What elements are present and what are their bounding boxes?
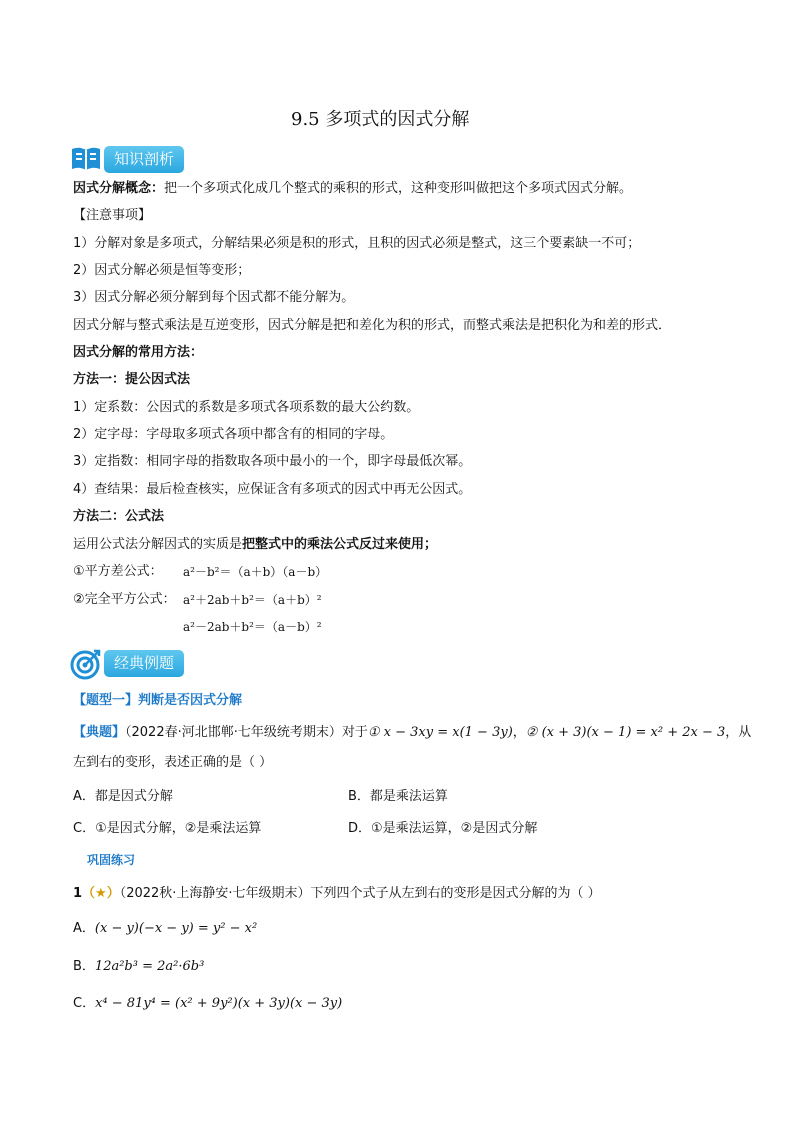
- note-item: 1）分解对象是多项式，分解结果必须是积的形式，且积的因式必须是整式，这三个要素缺一不可；: [73, 236, 641, 251]
- method2-heading: 方法二：公式法: [73, 509, 165, 524]
- concept-label: 因式分解概念：: [73, 181, 165, 196]
- formula2a: a²＋2ab＋b²＝（a＋b）²: [183, 593, 322, 607]
- difficulty-star: （★）: [82, 886, 120, 901]
- formula2-label: ②完全平方公式：: [73, 592, 176, 607]
- option-d: D．①是乘法运算，②是因式分解: [348, 821, 538, 836]
- practice-option-label: A．: [73, 921, 95, 936]
- practice-number: 1: [73, 886, 83, 901]
- option-c: C．①是因式分解，②是乘法运算: [73, 821, 262, 836]
- practice-option-b: [73, 958, 204, 976]
- page-title: 9.5 多项式的因式分解: [291, 109, 470, 130]
- target-icon: [70, 648, 102, 680]
- example-tag: 【典题】: [73, 725, 126, 740]
- book-icon: [70, 145, 102, 173]
- method2-intro-bold: 把整式中的乘法公式反过来使用；: [242, 537, 438, 552]
- concept-text: 把一个多项式化成几个整式的乘积的形式，这种变形叫做把这个多项式因式分解。: [164, 181, 633, 196]
- example-source: （2022春·河北邯郸·七年级统考期末）对于: [125, 725, 368, 740]
- example-tail: ，从: [725, 725, 752, 740]
- example-comma: ，: [512, 725, 526, 740]
- example-question: [73, 724, 751, 742]
- example-line2: 左到右的变形，表述正确的是（ ）: [73, 755, 273, 770]
- practice-heading: 巩固练习: [87, 853, 136, 867]
- practice-option-expr: 12a²b³ = 2a²·6b³: [94, 959, 205, 974]
- method1-item: 1）定系数：公因式的系数是多项式各项系数的最大公约数。: [73, 400, 420, 415]
- formula1: a²－b²＝（a＋b）（a－b）: [183, 565, 328, 579]
- method2-intro-plain: 运用公式法分解因式的实质是: [73, 537, 243, 552]
- section-banner-examples: 经典例题: [104, 650, 184, 677]
- practice-option-label: B．: [73, 959, 95, 974]
- notes-heading: 【注意事项】: [73, 208, 152, 223]
- type1-heading: 【题型一】判断是否因式分解: [73, 693, 243, 708]
- method1-heading: 方法一：提公因式法: [73, 372, 191, 387]
- inverse-text: 因式分解与整式乘法是互逆变形，因式分解是把和差化为积的形式，而整式乘法是把积化为和差的形式．: [73, 318, 672, 333]
- note-item: 2）因式分解必须是恒等变形；: [73, 263, 251, 278]
- practice-option-label: C．: [73, 996, 96, 1011]
- practice-option-expr: (x − y)(−x − y) = y² − x²: [94, 921, 258, 936]
- example-expr1: ① x − 3xy = x(1 − 3y): [367, 725, 513, 740]
- option-b: B．都是乘法运算: [348, 789, 448, 804]
- common-methods-heading: 因式分解的常用方法：: [73, 345, 204, 360]
- formula1-label: ①平方差公式：: [73, 564, 163, 579]
- method1-item: 2）定字母：字母取多项式各项中都含有的相同的字母。: [73, 427, 394, 442]
- practice-option-c: [73, 995, 342, 1013]
- practice-option-expr: x⁴ − 81y⁴ = (x² + 9y²)(x + 3y)(x − 3y): [95, 996, 343, 1011]
- practice-text: （2022秋·上海静安·七年级期末）下列四个式子从左到右的变形是因式分解的为（ ）: [119, 886, 601, 901]
- practice-option-a: [73, 920, 257, 938]
- practice-question: [73, 885, 601, 903]
- option-a: A．都是因式分解: [73, 789, 173, 804]
- method1-item: 3）定指数：相同字母的指数取各项中最小的一个，即字母最低次幂。: [73, 454, 472, 469]
- method1-item: 4）查结果：最后检查核实，应保证含有多项式的因式中再无公因式。: [73, 482, 472, 497]
- example-expr2: ② (x + 3)(x − 1) = x² + 2x − 3: [525, 725, 726, 740]
- method2-intro: [73, 536, 437, 554]
- section-banner-knowledge: 知识剖析: [104, 146, 184, 173]
- note-item: 3）因式分解必须分解到每个因式都不能分解为。: [73, 290, 355, 305]
- concept-line: [73, 180, 632, 198]
- formula2b: a²－2ab＋b²＝（a－b）²: [183, 620, 322, 634]
